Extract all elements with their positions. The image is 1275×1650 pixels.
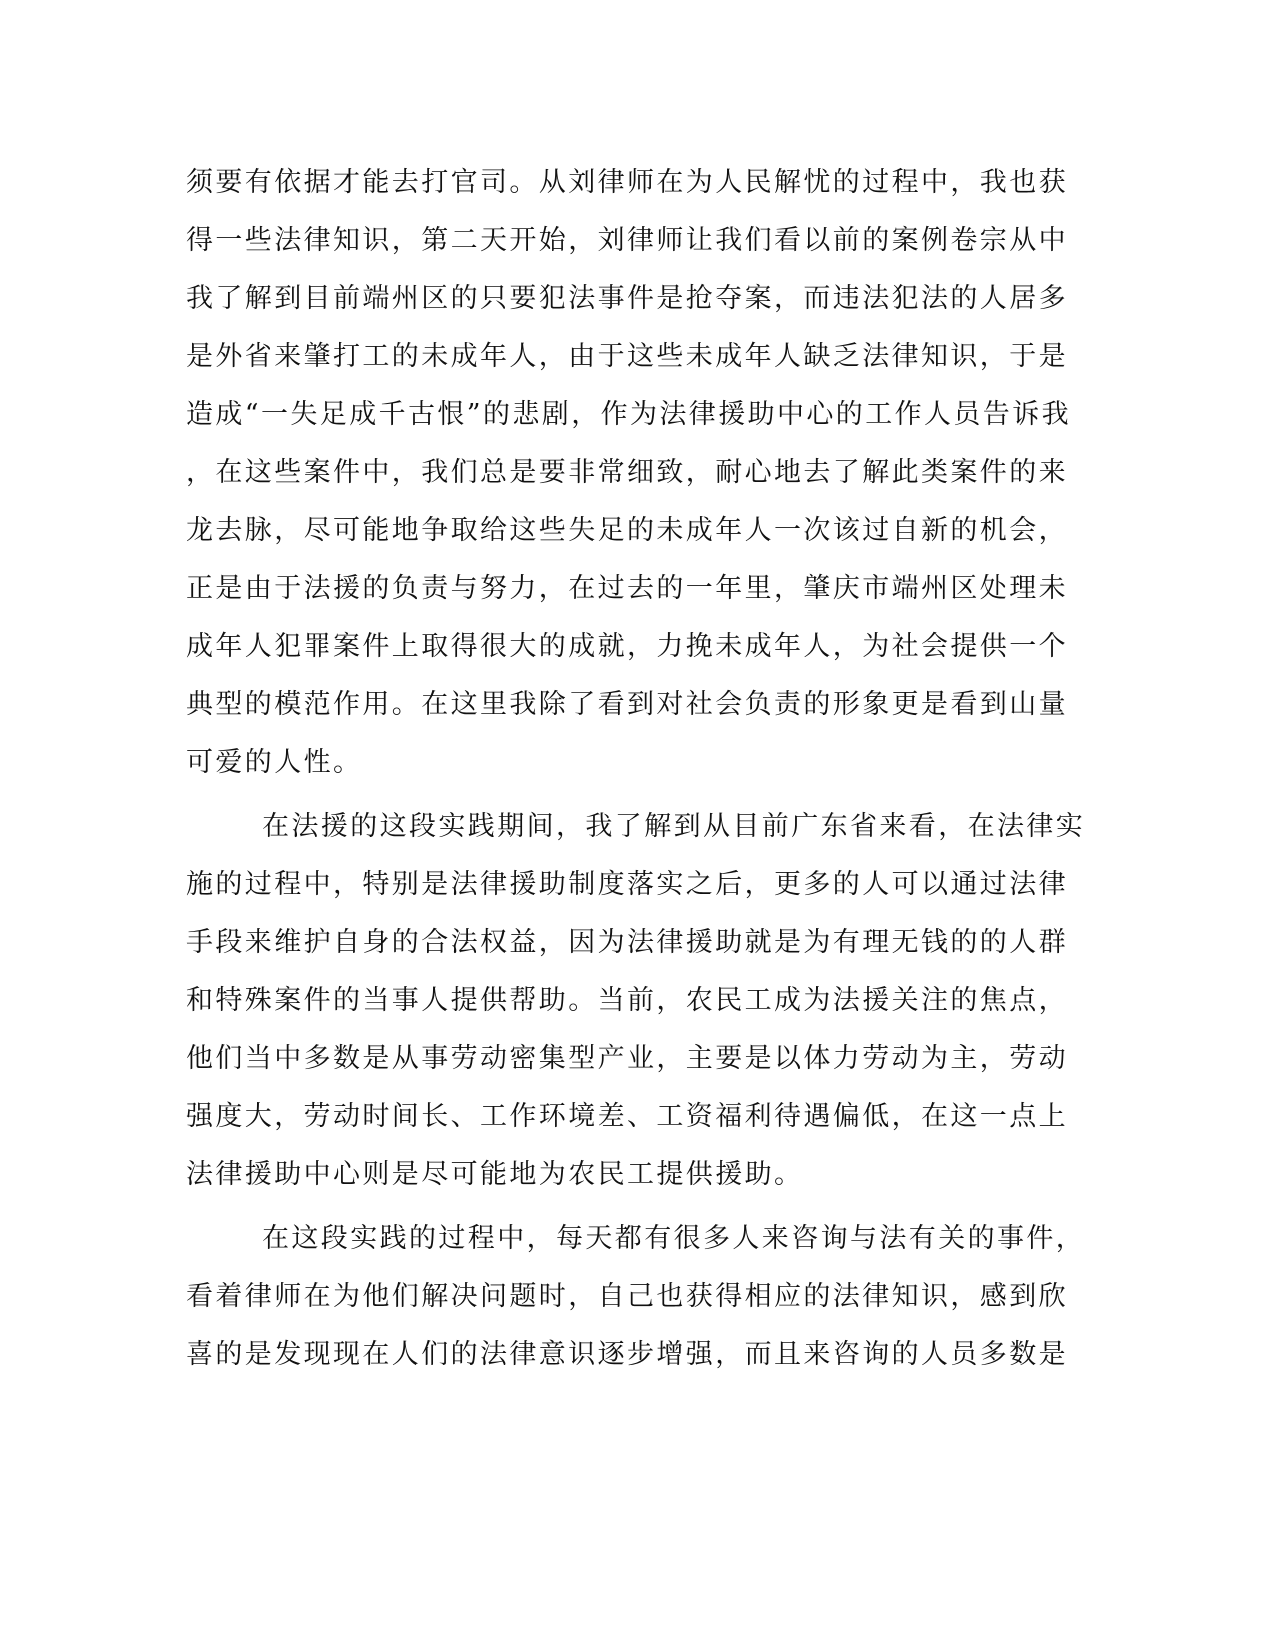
text-line: 造成“一失足成千古恨”的悲剧，作为法律援助中心的工作人员告诉我: [186, 399, 1072, 430]
paragraph-first-line: 在法援的这段实践期间，我了解到从目前广东省来看，在法律实: [262, 811, 1086, 842]
text-line: 喜的是发现现在人们的法律意识逐步增强，而且来咨询的人员多数是: [186, 1339, 1068, 1370]
text-line: 强度大，劳动时间长、工作环境差、工资福利待遇偏低，在这一点上: [186, 1101, 1068, 1132]
text-line: 龙去脉，尽可能地争取给这些失足的未成年人一次该过自新的机会，: [186, 515, 1068, 546]
paragraph-first-line: 在这段实践的过程中，每天都有很多人来咨询与法有关的事件，: [262, 1223, 1086, 1254]
text-line: 和特殊案件的当事人提供帮助。当前，农民工成为法援关注的焦点，: [186, 985, 1068, 1016]
text-line: 他们当中多数是从事劳动密集型产业，主要是以体力劳动为主，劳动: [186, 1043, 1068, 1074]
text-line: 是外省来肇打工的未成年人，由于这些未成年人缺乏法律知识，于是: [186, 341, 1068, 372]
text-line: 我了解到目前端州区的只要犯法事件是抢夺案，而违法犯法的人居多: [186, 283, 1068, 314]
text-line: 法律援助中心则是尽可能地为农民工提供援助。: [186, 1159, 804, 1190]
text-line: 成年人犯罪案件上取得很大的成就，力挽未成年人，为社会提供一个: [186, 631, 1068, 662]
text-line: 手段来维护自身的合法权益，因为法律援助就是为有理无钱的的人群: [186, 927, 1068, 958]
text-line: 看着律师在为他们解决问题时，自己也获得相应的法律知识，感到欣: [186, 1281, 1068, 1312]
text-line: 典型的模范作用。在这里我除了看到对社会负责的形象更是看到山量: [186, 689, 1068, 720]
text-line: ，在这些案件中，我们总是要非常细致，耐心地去了解此类案件的来: [186, 457, 1068, 488]
text-line: 施的过程中，特别是法律援助制度落实之后，更多的人可以通过法律: [186, 869, 1068, 900]
text-line: 得一些法律知识，第二天开始，刘律师让我们看以前的案例卷宗从中: [186, 225, 1068, 256]
text-line: 正是由于法援的负责与努力，在过去的一年里，肇庆市端州区处理未: [186, 573, 1068, 604]
text-line: 须要有依据才能去打官司。从刘律师在为人民解忧的过程中，我也获: [186, 167, 1068, 198]
text-line: 可爱的人性。: [186, 747, 363, 778]
